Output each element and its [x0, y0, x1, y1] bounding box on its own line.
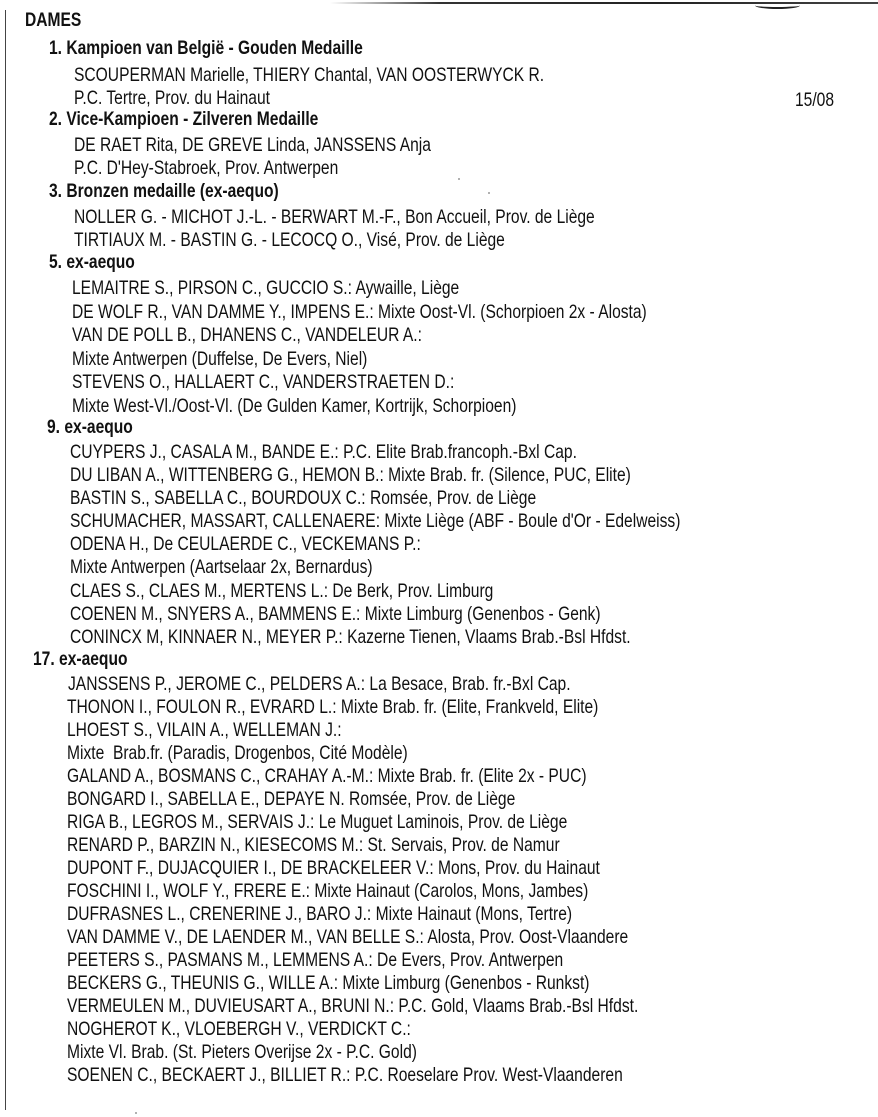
scan-speck [135, 1112, 137, 1114]
scan-speck [488, 192, 490, 194]
document-date: 15/08 [795, 89, 835, 111]
section-line: LHOEST S., VILAIN A., WELLEMAN J.: [67, 719, 342, 741]
section-line: P.C. Tertre, Prov. du Hainaut [74, 87, 270, 109]
section-line: PEETERS S., PASMANS M., LEMMENS A.: De Evers, Prov. Antwerpen [67, 949, 564, 971]
section-line: BECKERS G., THEUNIS G., WILLE A.: Mixte Limburg (Genenbos - Runkst) [67, 972, 590, 994]
section-line: BASTIN S., SABELLA C., BOURDOUX C.: Romsée, Prov. de Liège [70, 487, 537, 509]
section-line: CLAES S., CLAES M., MERTENS L.: De Berk, Prov. Limburg [70, 580, 494, 602]
section-line: P.C. D'Hey-Stabroek, Prov. Antwerpen [74, 157, 339, 179]
section-line: DUPONT F., DUJACQUIER I., DE BRACKELEER V.: Mons, Prov. du Hainaut [67, 857, 600, 879]
section-line: THONON I., FOULON R., EVRARD L.: Mixte Brab. fr. (Elite, Frankveld, Elite) [67, 696, 599, 718]
section-line: TIRTIAUX M. - BASTIN G. - LECOCQ O., Visé, Prov. de Liège [74, 229, 505, 251]
section-line: LEMAITRE S., PIRSON C., GUCCIO S.: Aywaille, Liège [72, 277, 460, 299]
section-line: GALAND A., BOSMANS C., CRAHAY A.-M.: Mixte Brab. fr. (Elite 2x - PUC) [67, 765, 587, 787]
section-heading-1: 1. Kampioen van België - Gouden Medaille [49, 37, 363, 59]
section-line: RENARD P., BARZIN N., KIESECOMS M.: St. Servais, Prov. de Namur [67, 834, 560, 856]
section-line: DE WOLF R., VAN DAMME Y., IMPENS E.: Mixte Oost-Vl. (Schorpioen 2x - Alosta) [72, 301, 647, 323]
section-line: SCHUMACHER, MASSART, CALLENAERE: Mixte Liège (ABF - Boule d'Or - Edelweiss) [70, 510, 681, 532]
scan-top-edge-curl [755, 2, 800, 9]
scan-left-margin-line [5, 10, 6, 1110]
section-line: Mixte Brab.fr. (Paradis, Drogenbos, Cité Modèle) [67, 742, 408, 764]
scan-speck [458, 178, 460, 180]
section-line: CONINCX M, KINNAER N., MEYER P.: Kazerne Tienen, Vlaams Brab.-Bsl Hfdst. [70, 626, 631, 648]
section-line: COENEN M., SNYERS A., BAMMENS E.: Mixte Limburg (Genenbos - Genk) [70, 603, 601, 625]
section-heading-3: 3. Bronzen medaille (ex-aequo) [49, 180, 279, 202]
section-heading-2: 2. Vice-Kampioen - Zilveren Medaille [49, 108, 319, 130]
section-line: RIGA B., LEGROS M., SERVAIS J.: Le Muguet Laminois, Prov. de Liège [67, 811, 568, 833]
section-line: FOSCHINI I., WOLF Y., FRERE E.: Mixte Hainaut (Carolos, Mons, Jambes) [67, 880, 589, 902]
section-line: DU LIBAN A., WITTENBERG G., HEMON B.: Mixte Brab. fr. (Silence, PUC, Elite) [70, 464, 631, 486]
section-line: JANSSENS P., JEROME C., PELDERS A.: La Besace, Brab. fr.-Bxl Cap. [68, 673, 571, 695]
section-line: CUYPERS J., CASALA M., BANDE E.: P.C. Elite Brab.francoph.-Bxl Cap. [70, 441, 577, 463]
section-heading-9: 9. ex-aequo [47, 416, 133, 438]
section-line: DUFRASNES L., CRENERINE J., BARO J.: Mixte Hainaut (Mons, Tertre) [67, 903, 573, 925]
document-title: DAMES [25, 9, 82, 31]
section-line: NOGHEROT K., VLOEBERGH V., VERDICKT C.: [67, 1018, 411, 1040]
section-line: NOLLER G. - MICHOT J.-L. - BERWART M.-F., Bon Accueil, Prov. de Liège [74, 206, 595, 228]
section-heading-5: 5. ex-aequo [49, 251, 135, 273]
section-line: Mixte Antwerpen (Aartselaar 2x, Bernardus) [70, 556, 373, 578]
section-line: VAN DE POLL B., DHANENS C., VANDELEUR A.: [72, 324, 422, 346]
section-line: Mixte Antwerpen (Duffelse, De Evers, Niel) [72, 348, 368, 370]
section-line: STEVENS O., HALLAERT C., VANDERSTRAETEN D.: [72, 371, 455, 393]
section-line: SOENEN C., BECKAERT J., BILLIET R.: P.C. Roeselare Prov. West-Vlaanderen [67, 1064, 623, 1086]
section-line: ODENA H., De CEULAERDE C., VECKEMANS P.: [70, 533, 421, 555]
section-line: VERMEULEN M., DUVIEUSART A., BRUNI N.: P.C. Gold, Vlaams Brab.-Bsl Hfdst. [67, 995, 639, 1017]
section-line: Mixte West-Vl./Oost-Vl. (De Gulden Kamer, Kortrijk, Schorpioen) [72, 395, 517, 417]
section-line: BONGARD I., SABELLA E., DEPAYE N. Romsée, Prov. de Liège [67, 788, 516, 810]
section-line: VAN DAMME V., DE LAENDER M., VAN BELLE S.: Alosta, Prov. Oost-Vlaandere [67, 926, 629, 948]
section-heading-17: 17. ex-aequo [33, 648, 128, 670]
section-line: Mixte Vl. Brab. (St. Pieters Overijse 2x - P.C. Gold) [67, 1041, 417, 1063]
section-line: SCOUPERMAN Marielle, THIERY Chantal, VAN OOSTERWYCK R. [74, 64, 545, 86]
section-line: DE RAET Rita, DE GREVE Linda, JANSSENS Anja [74, 134, 431, 156]
